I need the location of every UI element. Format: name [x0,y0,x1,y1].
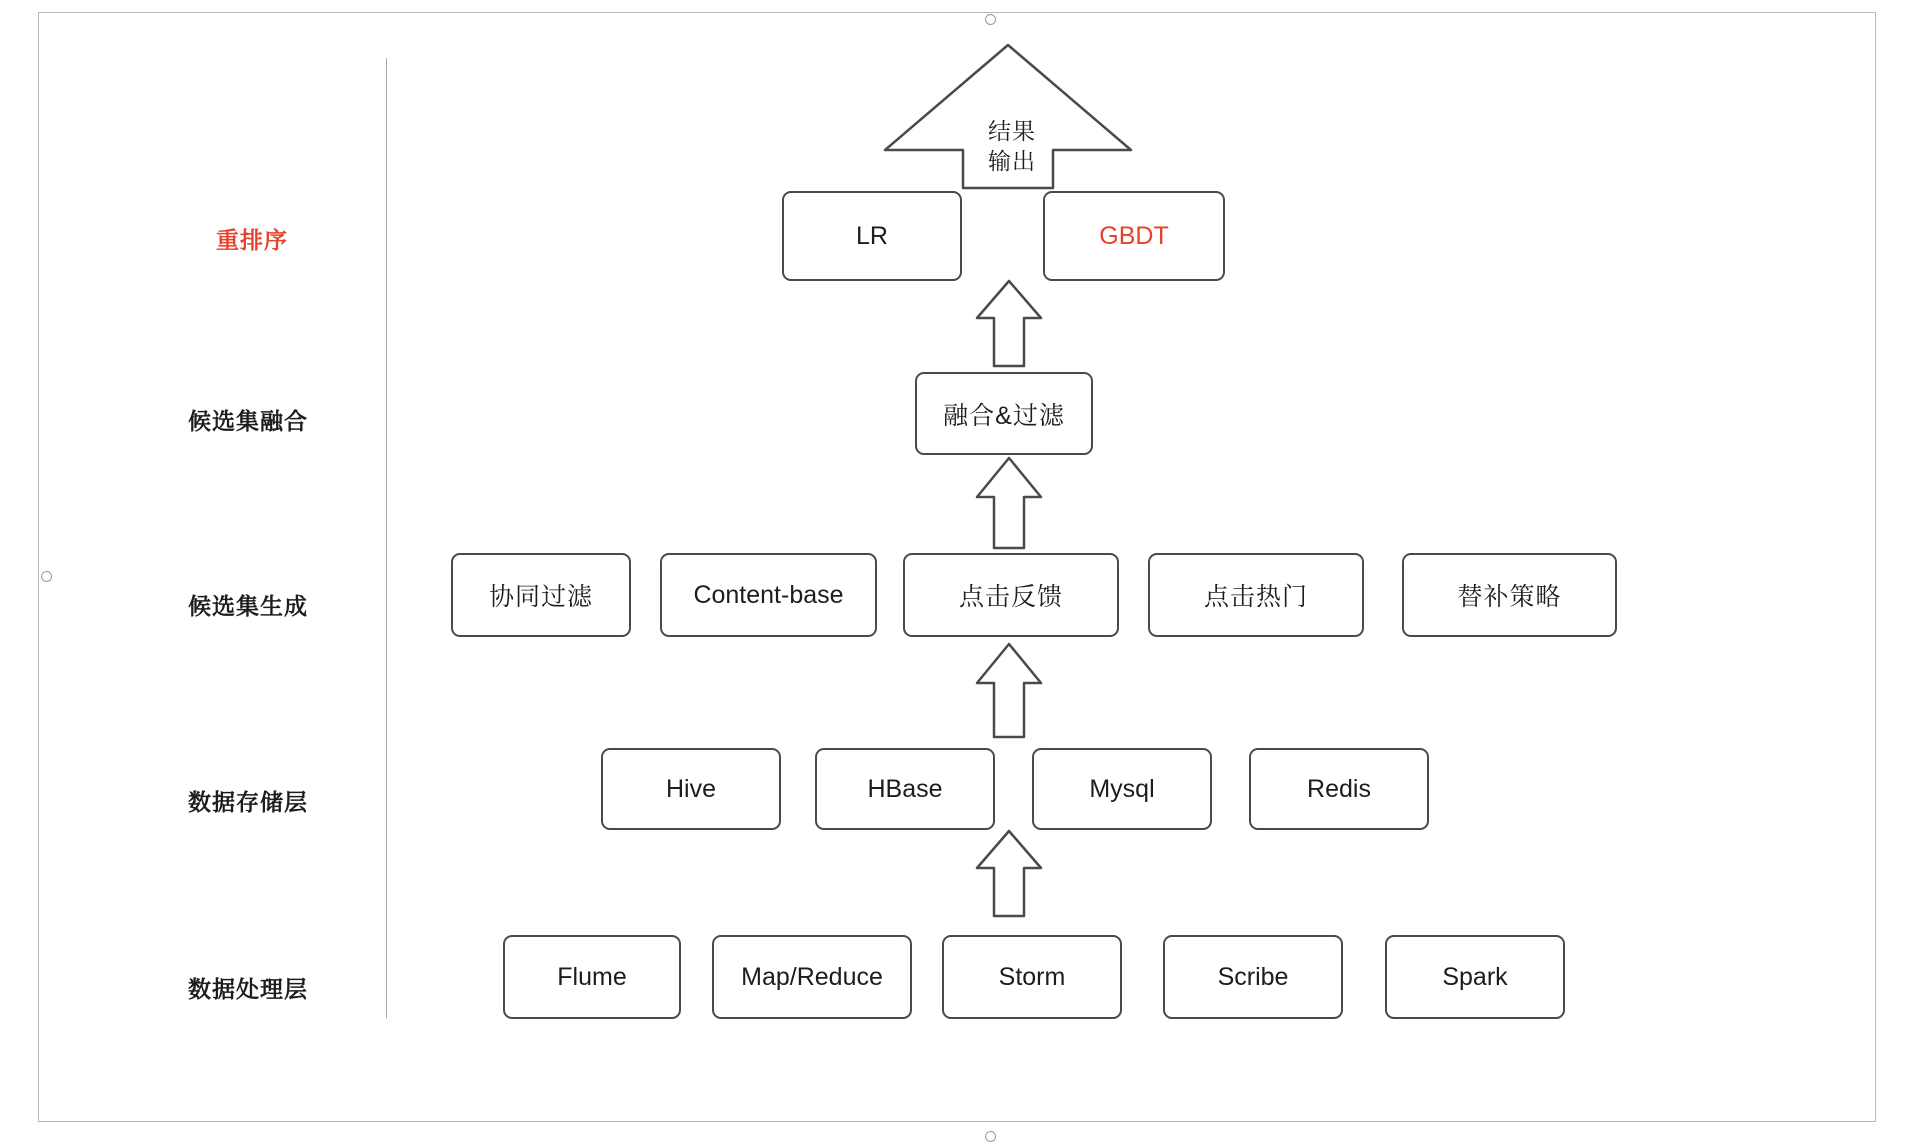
node-click-popular[interactable]: 点击热门 [1148,553,1364,637]
node-redis[interactable]: Redis [1249,748,1429,830]
node-hbase[interactable]: HBase [815,748,995,830]
node-click-feedback[interactable]: 点击反馈 [903,553,1119,637]
node-merge-filter[interactable]: 融合&过滤 [915,372,1093,455]
row-label-merge: 候选集融合 [188,408,308,434]
result-output-label-line2: 输出 [988,148,1036,174]
node-mapreduce[interactable]: Map/Reduce [712,935,912,1019]
arrow-candidate-to-merge [974,455,1044,550]
node-hive[interactable]: Hive [601,748,781,830]
node-scribe[interactable]: Scribe [1163,935,1343,1019]
resize-handle-bottom[interactable] [985,1131,996,1142]
vertical-divider [386,58,387,1018]
arrow-storage-to-candidate [974,641,1044,739]
node-collaborative-filtering[interactable]: 协同过滤 [451,553,631,637]
node-gbdt[interactable]: GBDT [1043,191,1225,281]
arrow-process-to-storage [974,828,1044,918]
node-flume[interactable]: Flume [503,935,681,1019]
row-label-process: 数据处理层 [188,976,308,1002]
node-mysql[interactable]: Mysql [1032,748,1212,830]
node-fallback-strategy[interactable]: 替补策略 [1402,553,1617,637]
row-label-storage: 数据存储层 [188,789,308,815]
node-spark[interactable]: Spark [1385,935,1565,1019]
node-lr[interactable]: LR [782,191,962,281]
row-label-rerank: 重排序 [216,227,288,253]
resize-handle-top[interactable] [985,14,996,25]
resize-handle-left[interactable] [41,571,52,582]
result-output-label [972,116,1052,176]
result-output-label-line1: 结果 [988,118,1036,144]
node-content-base[interactable]: Content-base [660,553,877,637]
node-storm[interactable]: Storm [942,935,1122,1019]
row-label-candidate: 候选集生成 [188,593,308,619]
arrow-merge-to-rerank [974,278,1044,368]
